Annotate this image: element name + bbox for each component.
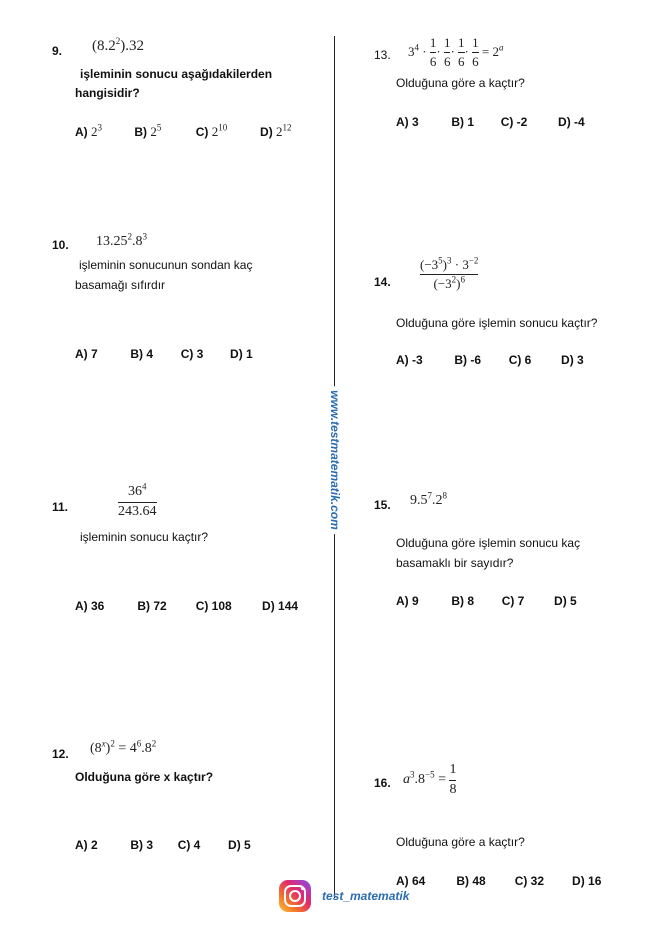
q13-frac-4 [472,36,479,68]
q9-option-c-exp: 10 [218,122,228,133]
q14-option-c[interactable]: C) 6 [508,353,532,367]
q12-option-c[interactable]: C) 4 [177,838,201,852]
instagram-icon[interactable] [279,880,311,912]
q12-expression [90,738,157,757]
q15-option-c[interactable]: C) 7 [501,594,525,608]
q11-option-a[interactable]: A) 36 [75,599,105,613]
q12-number: 12. [52,747,69,761]
q9-option-d-exp: 12 [282,122,292,133]
q15-options [396,594,577,608]
q9-expr-base: (8.2 [92,38,116,54]
q16-option-b[interactable]: B) 48 [456,874,486,888]
q14-numer-close: ) [442,257,448,272]
q12-options [75,838,251,852]
q10-text-1: işleminin sonucunun sondan kaç [79,258,253,272]
q14-option-d[interactable]: D) 3 [561,353,584,367]
q15-option-a[interactable]: A) 9 [396,594,419,608]
q13-base-exp: 4 [414,42,419,53]
q10-option-b[interactable]: B) 4 [130,347,154,361]
q11-denominator: 243.64 [118,503,157,519]
q13-frac-1-den: 6 [429,53,437,69]
q15-option-b[interactable]: B) 8 [451,594,475,608]
q11-numerator-exp: 4 [142,481,147,492]
q9-option-d-base: 2 [276,124,283,139]
q16-frac-num: 1 [449,762,457,777]
q11-options [75,599,298,613]
q11-option-b[interactable]: B) 72 [137,599,167,613]
q9-option-b-label: B) [134,125,148,139]
q12-text: Olduğuna göre x kaçtır? [75,770,214,784]
q11-option-d[interactable]: D) 144 [262,599,299,613]
q13-rhs: = 2 [481,44,499,60]
q15-expr-exp-2: 8 [442,490,447,501]
q14-denominator [433,274,465,291]
q15-text-2: basamaklı bir sayıdır? [396,556,514,570]
q10-option-a[interactable]: A) 7 [75,347,98,361]
q14-denom-close: ) [456,275,461,291]
q13-frac-3-num: 1 [458,35,465,50]
q14-number: 14. [374,275,391,289]
q16-number: 16. [374,776,391,790]
q14-numer-a-exp: 5 [438,255,443,266]
q16-fraction [449,763,456,797]
q13-option-b[interactable]: B) 1 [451,115,475,129]
q10-expr-part-1: 13.25 [96,234,128,249]
q14-numer-b: · 3 [454,257,469,272]
q9-option-c[interactable] [196,124,257,140]
q16-equals: = [438,772,446,788]
q12-lhs-exp: 2 [110,738,115,749]
q13-rhs-exp: a [498,42,504,53]
q15-expr-exp-1: 7 [427,490,432,501]
instagram-handle[interactable]: test_matematik [322,889,410,903]
q16-option-c[interactable]: C) 32 [514,874,545,888]
q13-option-a[interactable]: A) 3 [396,115,419,129]
q9-option-b[interactable] [134,124,192,140]
q13-option-c[interactable]: C) -2 [500,115,528,129]
q9-expr-exp: 2 [115,36,121,46]
q10-expr-exp-1: 2 [127,231,132,242]
q11-fraction [118,481,157,519]
q9-text-1: işleminin sonucu aşağıdakilerden [80,67,273,81]
q13-option-d[interactable]: D) -4 [558,115,585,129]
q9-option-d-label: D) [260,125,273,139]
q13-frac-1-num: 1 [429,35,437,50]
q12-lhs-close: ) [105,741,111,756]
q10-option-d[interactable]: D) 1 [230,347,253,361]
q14-numer-a: (−3 [420,257,439,272]
q14-text: Olduğuna göre işlemin sonucu kaçtır? [396,316,598,330]
q13-frac-2-den: 6 [443,53,451,69]
q16-a-exp: 3 [410,769,415,780]
q9-number: 9. [52,44,63,58]
q12-option-b[interactable]: B) 3 [130,838,154,852]
q13-number: 13. [374,48,391,62]
q13-frac-4-den: 6 [472,53,479,69]
q12-rhs-b-exp: 2 [151,738,157,749]
q9-option-a-label: A) [75,125,88,139]
q11-fraction-bar [118,502,157,503]
q9-expr-tail: ).32 [120,38,144,54]
q13-frac-3-den: 6 [458,53,465,69]
q16-b: .8 [414,772,425,788]
q16-expression [403,763,456,797]
q14-numer-b-exp: −2 [468,255,479,266]
q16-frac-den: 8 [449,781,457,797]
q16-option-a[interactable]: A) 64 [396,874,426,888]
q9-option-a[interactable] [75,124,131,140]
q12-rhs-a-exp: 6 [136,738,142,749]
q13-options [396,115,585,129]
q14-numer-outer-exp: 3 [447,255,452,266]
q13-frac-4-num: 1 [472,35,479,50]
q9-text-2: hangisidir? [75,86,140,100]
q16-a: a [403,772,410,788]
q16-option-d[interactable]: D) 16 [572,874,602,888]
q10-text-2: basamağı sıfırdır [75,278,166,292]
q11-text: işleminin sonucu kaçtır? [80,530,209,544]
q15-number: 15. [374,498,391,512]
q15-text-1: Olduğuna göre işlemin sonucu kaç [396,536,581,550]
q12-option-a[interactable]: A) 2 [75,838,98,852]
q14-options [396,353,584,367]
q11-option-c[interactable]: C) 108 [195,599,232,613]
q14-option-b[interactable]: B) -6 [454,353,482,367]
watermark-url: www.testmatematik.com [326,386,344,534]
q13-base: 3 [408,44,415,60]
q11-numerator-base: 36 [128,484,142,499]
q12-lhs-base: (8 [90,741,102,756]
q9-option-a-exp: 3 [97,122,103,133]
q16-text: Olduğuna göre a kaçtır? [396,835,525,849]
q11-number: 11. [52,500,69,514]
q14-option-a[interactable]: A) -3 [396,353,423,367]
q10-expr-part-2: .8 [132,234,143,249]
q9-options [75,124,292,140]
q12-rhs-a: = 4 [118,741,137,756]
q9-expression [92,38,144,55]
q12-option-d[interactable]: D) 5 [228,838,251,852]
q13-text: Olduğuna göre a kaçtır? [396,76,525,90]
q9-option-b-exp: 5 [156,122,162,133]
q12-rhs-b: .8 [141,741,152,756]
q9-option-d[interactable] [260,124,292,140]
q14-denom-a: (−3 [433,275,452,291]
q9-option-b-base: 2 [150,124,157,139]
q14-fraction-bar [420,274,478,275]
q10-expression [96,231,147,250]
q15-expression [410,490,447,509]
q14-denom-a-exp: 2 [451,274,457,285]
q15-option-d[interactable]: D) 5 [554,594,577,608]
q14-numerator [420,255,479,272]
q10-expr-exp-2: 3 [142,231,147,242]
q16-b-exp: −5 [425,769,435,780]
q9-option-c-label: C) [195,125,209,139]
q13-expression: $3^4$ · $\frac{1}{6}$ · $\frac{1}{6}$ · $\frac{1}{6}$ · $\frac{1}{6}$ = $2^a$ [408,35,504,69]
q10-options [75,347,253,361]
q15-expr-part-2: .2 [432,493,443,508]
q11-numerator [128,481,147,500]
q10-option-c[interactable]: C) 3 [180,347,204,361]
q9-option-c-base: 2 [211,124,219,139]
q13-frac-2-num: 1 [443,35,451,50]
q15-expr-part-1: 9.5 [410,493,428,508]
q14-denom-outer-exp: 6 [460,274,465,285]
q12-lhs-inner-exp: x [101,738,106,749]
q9-option-a-base: 2 [91,124,98,139]
q16-options [396,874,601,888]
q14-fraction [420,255,479,291]
q10-number: 10. [52,238,69,252]
